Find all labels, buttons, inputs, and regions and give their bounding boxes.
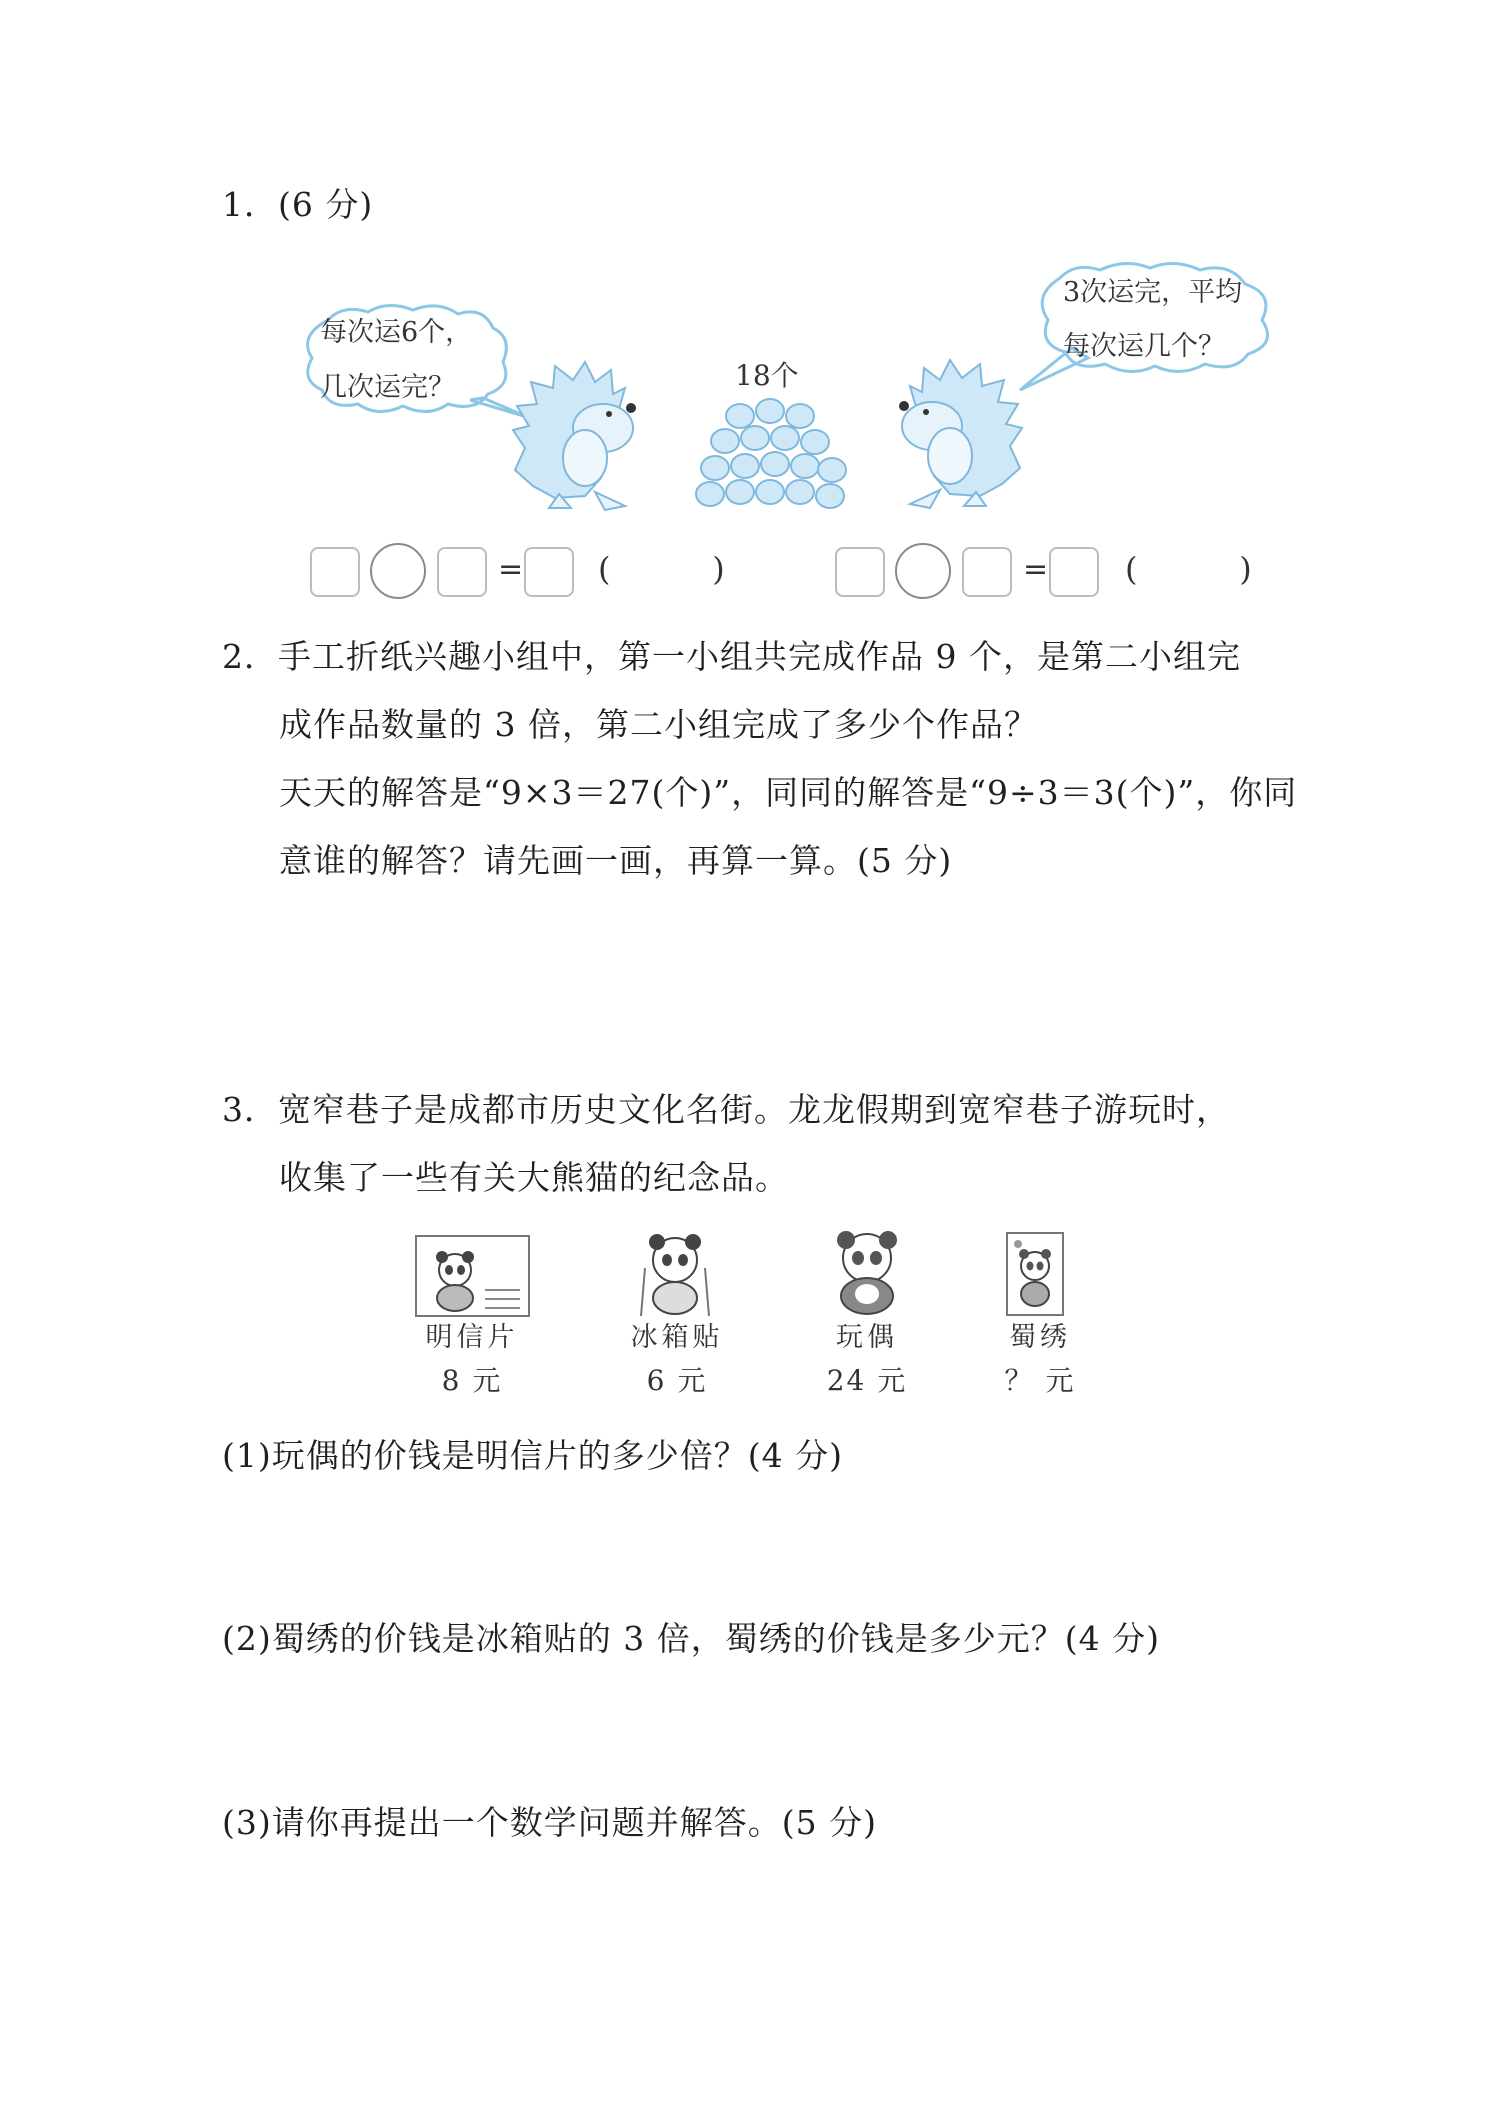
left-cloud-line-2: 几次运完？ bbox=[320, 372, 455, 403]
right-cloud-line-1: 3次运完，平均 bbox=[1063, 277, 1243, 308]
postcard-panda-picture bbox=[415, 1235, 530, 1317]
embroidery-panda-picture bbox=[1006, 1232, 1064, 1316]
answer-box[interactable] bbox=[524, 547, 574, 597]
unit-parentheses: ( ) bbox=[1125, 550, 1252, 588]
item-name-postcard: 明信片 bbox=[425, 1322, 519, 1353]
right-hedgehog-illustration bbox=[870, 356, 1030, 516]
item-name-embroidery: 蜀绣 bbox=[1009, 1322, 1071, 1353]
unit-parentheses: ( ) bbox=[598, 550, 725, 588]
answer-box[interactable] bbox=[962, 547, 1012, 597]
acorn-pile-illustration bbox=[690, 396, 850, 511]
operator-circle[interactable] bbox=[895, 543, 951, 599]
fridge-magnet-panda-picture bbox=[635, 1228, 715, 1318]
acorn-count-label: 18个 bbox=[735, 359, 799, 392]
item-price-postcard: 8 元 bbox=[441, 1364, 503, 1397]
equals-sign: = bbox=[498, 552, 524, 587]
equals-sign: = bbox=[1023, 552, 1049, 587]
operator-circle[interactable] bbox=[370, 543, 426, 599]
item-price-fridge-magnet: 6 元 bbox=[646, 1364, 708, 1397]
item-price-doll: 24 元 bbox=[826, 1364, 908, 1397]
q3-sub-question-3: (3)请你再提出一个数学问题并解答。(5 分) bbox=[222, 1803, 877, 1842]
q2-line-3: 天天的解答是“9×3＝27(个)”，同同的解答是“9÷3＝3(个)”，你同 bbox=[279, 773, 1298, 812]
left-cloud-line-1: 每次运6个， bbox=[320, 317, 473, 348]
right-cloud-line-2: 每次运几个？ bbox=[1063, 331, 1225, 362]
q2-line-2: 成作品数量的 3 倍，第二小组完成了多少个作品？ bbox=[279, 705, 1038, 744]
item-price-embroidery: ？ 元 bbox=[1004, 1364, 1076, 1397]
q3-line-2: 收集了一些有关大熊猫的纪念品。 bbox=[279, 1158, 789, 1197]
item-name-doll: 玩偶 bbox=[836, 1322, 898, 1353]
item-name-fridge-magnet: 冰箱贴 bbox=[630, 1322, 724, 1353]
q2-line-4: 意谁的解答？请先画一画，再算一算。(5 分) bbox=[279, 841, 953, 880]
q1-header: 1．(6 分) bbox=[222, 185, 374, 224]
q3-sub-question-2: (2)蜀绣的价钱是冰箱贴的 3 倍，蜀绣的价钱是多少元？(4 分) bbox=[222, 1619, 1160, 1658]
q2-line-1: 2．手工折纸兴趣小组中，第一小组共完成作品 9 个，是第二小组完 bbox=[222, 637, 1241, 676]
left-hedgehog-illustration bbox=[505, 358, 665, 518]
answer-box[interactable] bbox=[310, 547, 360, 597]
q3-sub-question-1: (1)玩偶的价钱是明信片的多少倍？(4 分) bbox=[222, 1436, 843, 1475]
q3-line-1: 3．宽窄巷子是成都市历史文化名街。龙龙假期到宽窄巷子游玩时， bbox=[222, 1090, 1230, 1129]
doll-panda-picture bbox=[828, 1228, 906, 1316]
answer-box[interactable] bbox=[437, 547, 487, 597]
answer-box[interactable] bbox=[835, 547, 885, 597]
answer-box[interactable] bbox=[1049, 547, 1099, 597]
